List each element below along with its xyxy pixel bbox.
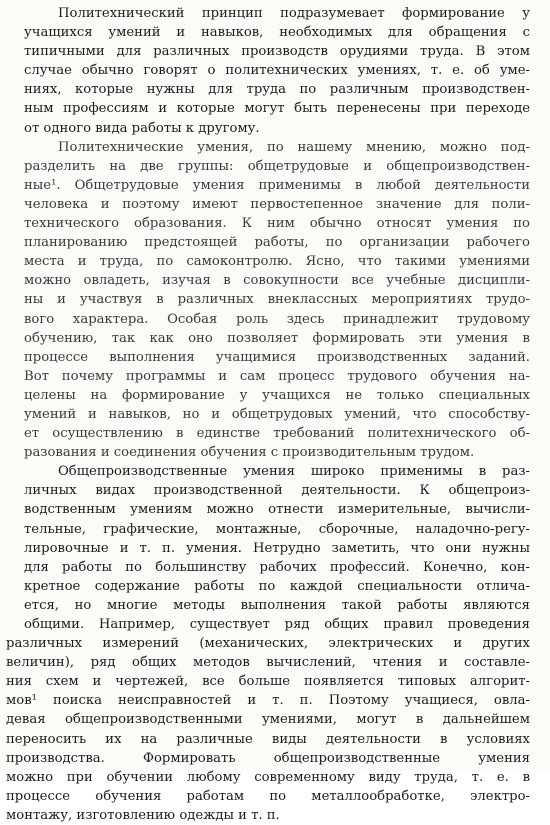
text-line: ниях, которые нужны для труда по различным производствен- <box>24 82 530 98</box>
text-line: разделить на две группы: общетрудовые и общепроизводствен- <box>24 158 530 174</box>
text-line: Вот почему программы и сам процесс трудового обучения на- <box>24 368 530 384</box>
text-line: девая общепроизводственными умениями, могут в дальнейшем <box>6 712 530 728</box>
paragraph-general-production-skills <box>24 462 530 634</box>
text-line: личных видах производственной деятельности. К общепроиз- <box>24 483 530 499</box>
text-line: Политехнические умения, по нашему мнению, можно под- <box>58 139 530 155</box>
text-line: переносить их на различные виды деятельности в условиях <box>6 731 530 747</box>
text-line: величин), ряд общих методов вычислений, чтения и составле- <box>6 655 530 671</box>
text-line: учащихся умений и навыков, необходимых для обращения с <box>24 25 530 41</box>
text-line: производства. Формировать общепроизводственные умения <box>6 750 530 766</box>
text-line: технического образования. К ним обычно относят умения по <box>24 216 530 232</box>
text-line: процессе обучения работам по металлообработке, электро- <box>6 788 530 804</box>
text-line: мов¹ поиска неисправностей и т. п. Поэтому учащиеся, овла- <box>6 693 530 709</box>
text-line: ным профессиям и которые могут быть перенесены при переходе <box>24 101 530 117</box>
text-line: случае обычно говорят о политехнических умениях, т. е. об уме- <box>24 63 530 79</box>
text-line: монтажу, изготовлению одежды и т. п. <box>6 807 280 823</box>
text-line: умений и навыков, но и общетрудовых умений, что способству- <box>24 406 530 422</box>
text-line: можно при обучении любому современному виду труда, т. е. в <box>6 769 530 785</box>
text-line: вого характера. Особая роль здесь принадлежит трудовому <box>24 311 530 327</box>
text-line: тельные, графические, монтажные, сборочные, наладочно-регу- <box>24 521 530 537</box>
text-line: планированию предстоящей работы, по организации рабочего <box>24 235 530 251</box>
text-line: ны и участвуя в различных внеклассных мероприятиях трудо- <box>24 292 530 308</box>
text-line: кретное содержание работы по каждой специальности отлича- <box>24 578 530 594</box>
text-line: водственным умениям можно отнести измерительные, вычисли- <box>24 502 530 518</box>
text-line: ет осуществлению в единстве требований политехнического об- <box>24 426 530 442</box>
paragraph-skill-groups <box>24 138 530 463</box>
paragraph-continuation <box>6 634 530 825</box>
text-line: от одного вида работы к другому. <box>24 120 260 136</box>
text-line: общими. Например, существует ряд общих правил проведения <box>24 617 530 632</box>
text-line: Политехнический принцип подразумевает формирование у <box>58 6 530 21</box>
paragraph-politechnic-principle <box>24 4 530 138</box>
text-line: различных измерений (механических, электрических и других <box>6 636 530 652</box>
text-line: для работы по большинству рабочих профессий. Конечно, кон- <box>24 559 530 575</box>
text-line: ния схем и чертежей, все больше появляется типовых алгорит- <box>6 674 530 690</box>
text-line: ные¹. Общетрудовые умения применимы в любой деятельности <box>24 177 530 193</box>
text-line: разования и соединения обучения с производительным трудом. <box>24 445 475 461</box>
text-line: обучению, так как оно позволяет формировать эти умения в <box>24 330 530 346</box>
text-line: можно овладеть, изучая в совокупности все учебные дисципли- <box>24 273 530 289</box>
text-line: типичными для различных производств орудиями труда. В этом <box>24 44 530 60</box>
text-line: человека и поэтому имеют первостепенное значение для поли- <box>24 196 530 212</box>
text-line: лировочные и т. п. умения. Нетрудно заметить, что они нужны <box>24 540 530 556</box>
text-line: процессе выполнения учащимися производственных заданий. <box>24 349 530 365</box>
text-line: целены на формирование у учащихся не только специальных <box>24 387 530 403</box>
text-line: ется, но многие методы выполнения такой работы являются <box>24 597 530 613</box>
text-line: Общепроизводственные умения широко применимы в раз- <box>58 464 530 480</box>
text-line: места и труда, по самоконтролю. Ясно, что такими умениями <box>24 254 530 270</box>
